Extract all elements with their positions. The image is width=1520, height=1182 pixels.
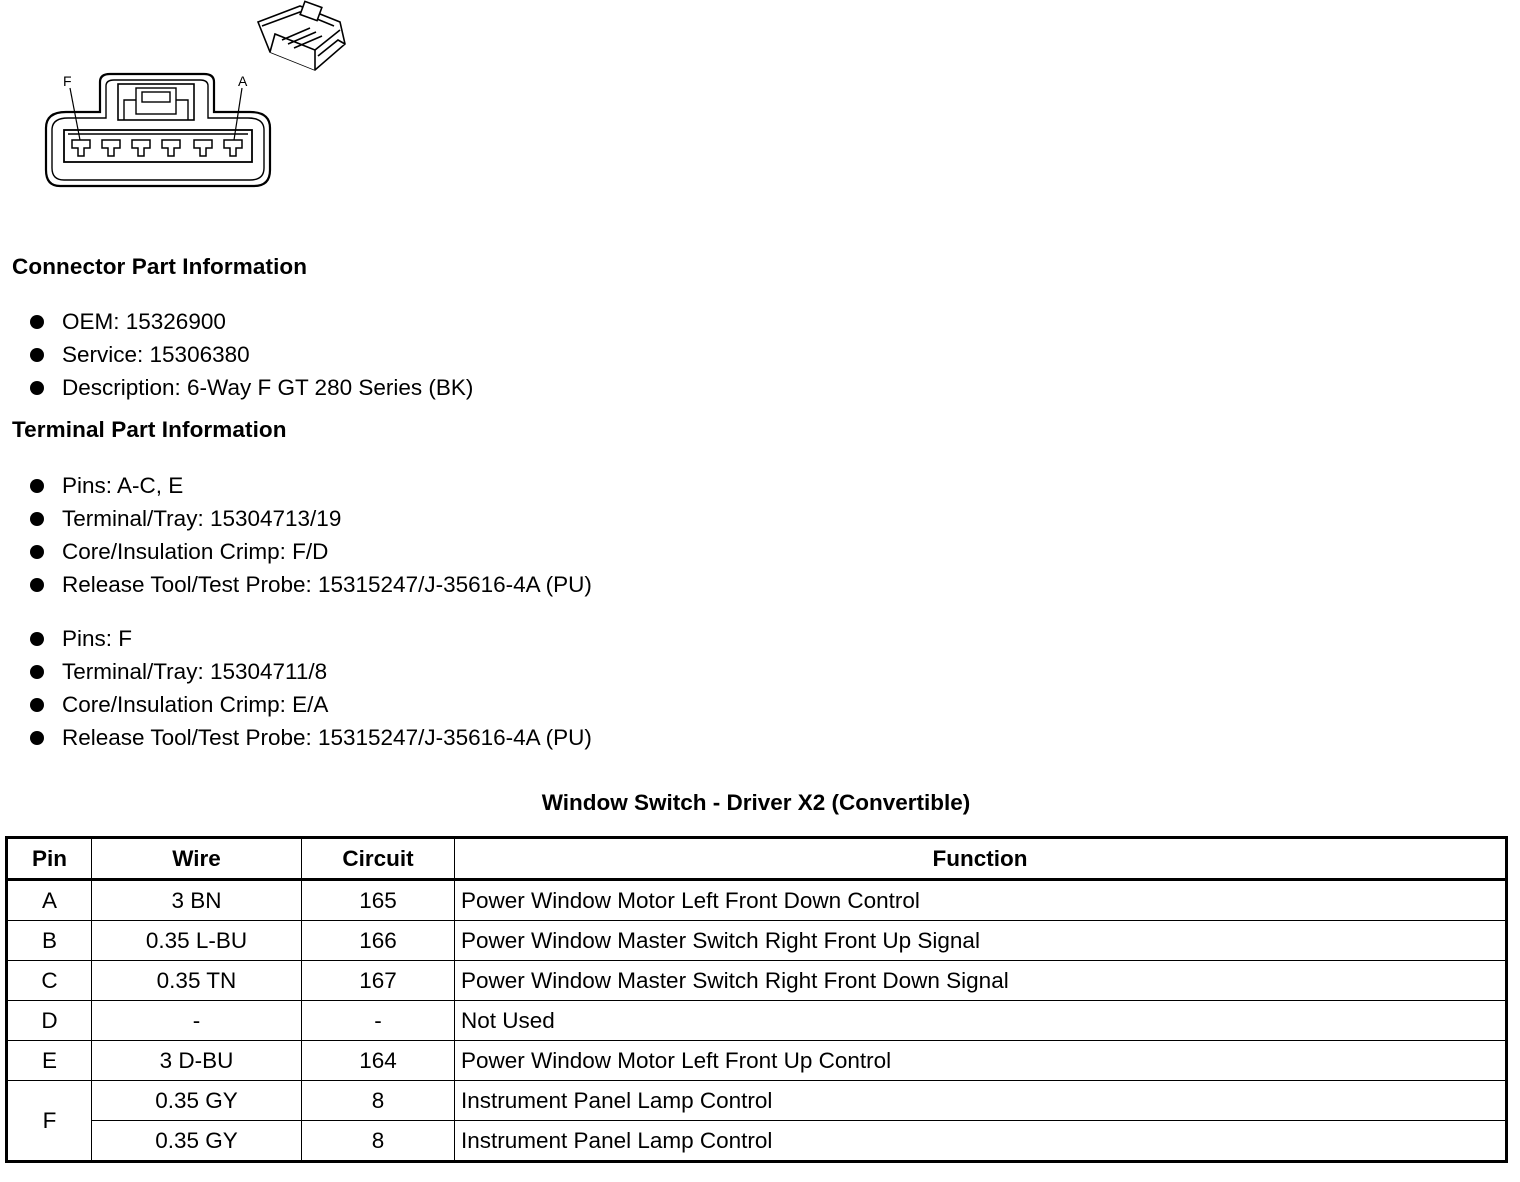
terminal-info-heading: Terminal Part Information xyxy=(12,417,287,442)
terminal-info-list-1 xyxy=(28,469,592,601)
function-cell: Instrument Panel Lamp Control xyxy=(455,1121,1507,1162)
leader-line-f xyxy=(70,88,80,140)
list-item: Pins: F xyxy=(28,622,592,655)
pin-label-f: F xyxy=(63,73,72,89)
list-item: Release Tool/Test Probe: 15315247/J-35616-4A (PU) xyxy=(28,721,592,754)
cavity-f xyxy=(72,140,90,156)
function-cell: Power Window Motor Left Front Up Control xyxy=(455,1041,1507,1081)
circuit-cell: - xyxy=(302,1001,455,1041)
cavity-a xyxy=(224,140,242,156)
cavity-b xyxy=(194,140,212,156)
circuit-cell: 166 xyxy=(302,921,455,961)
function-cell: Not Used xyxy=(455,1001,1507,1041)
wire-cell: 0.35 TN xyxy=(92,961,302,1001)
circuit-cell: 8 xyxy=(302,1121,455,1162)
table-row xyxy=(7,961,1507,1001)
pin-label-a: A xyxy=(238,73,248,89)
function-cell: Power Window Motor Left Front Down Control xyxy=(455,880,1507,921)
list-item: Release Tool/Test Probe: 15315247/J-35616-4A (PU) xyxy=(28,568,592,601)
list-item: Core/Insulation Crimp: F/D xyxy=(28,535,592,568)
circuit-cell: 164 xyxy=(302,1041,455,1081)
list-item: Service: 15306380 xyxy=(28,338,473,371)
header-circuit: Circuit xyxy=(302,838,455,880)
cavity-c xyxy=(162,140,180,156)
circuit-cell: 165 xyxy=(302,880,455,921)
wire-cell: 3 BN xyxy=(92,880,302,921)
leader-line-a xyxy=(234,88,242,140)
table-row xyxy=(7,1041,1507,1081)
connector-info-heading: Connector Part Information xyxy=(12,254,308,279)
connector-3d-icon xyxy=(258,1,345,70)
header-function: Function xyxy=(455,838,1507,880)
pin-cell: A xyxy=(7,880,92,921)
cavity-e xyxy=(102,140,120,156)
function-cell: Power Window Master Switch Right Front Down Signal xyxy=(455,961,1507,1001)
table-title: Window Switch - Driver X2 (Convertible) xyxy=(541,790,971,815)
circuit-cell: 8 xyxy=(302,1081,455,1121)
function-cell: Instrument Panel Lamp Control xyxy=(455,1081,1507,1121)
connector-face xyxy=(46,74,270,186)
table-row xyxy=(7,1081,1507,1121)
pin-cell: D xyxy=(7,1001,92,1041)
list-item: Pins: A-C, E xyxy=(28,469,592,502)
list-item: Description: 6-Way F GT 280 Series (BK) xyxy=(28,371,473,404)
pin-cell: B xyxy=(7,921,92,961)
pin-cell: C xyxy=(7,961,92,1001)
list-item: Core/Insulation Crimp: E/A xyxy=(28,688,592,721)
pinout-table xyxy=(5,836,1508,1163)
table-row xyxy=(7,1121,1507,1162)
header-wire: Wire xyxy=(92,838,302,880)
table-row xyxy=(7,1001,1507,1041)
wire-cell: 0.35 GY xyxy=(92,1081,302,1121)
table-header-row xyxy=(7,838,1507,880)
connector-info-list xyxy=(28,305,473,404)
connector-diagram xyxy=(0,0,380,200)
circuit-cell: 167 xyxy=(302,961,455,1001)
wire-cell: - xyxy=(92,1001,302,1041)
wire-cell: 0.35 GY xyxy=(92,1121,302,1162)
header-pin: Pin xyxy=(7,838,92,880)
terminal-info-list-2 xyxy=(28,622,592,754)
table-row xyxy=(7,880,1507,921)
list-item: Terminal/Tray: 15304711/8 xyxy=(28,655,592,688)
pin-cell: E xyxy=(7,1041,92,1081)
pin-cell: F xyxy=(7,1081,92,1162)
list-item: OEM: 15326900 xyxy=(28,305,473,338)
terminal-cavities xyxy=(72,140,242,156)
wire-cell: 0.35 L-BU xyxy=(92,921,302,961)
wire-cell: 3 D-BU xyxy=(92,1041,302,1081)
table-row xyxy=(7,921,1507,961)
function-cell: Power Window Master Switch Right Front Up Signal xyxy=(455,921,1507,961)
list-item: Terminal/Tray: 15304713/19 xyxy=(28,502,592,535)
cavity-d xyxy=(132,140,150,156)
